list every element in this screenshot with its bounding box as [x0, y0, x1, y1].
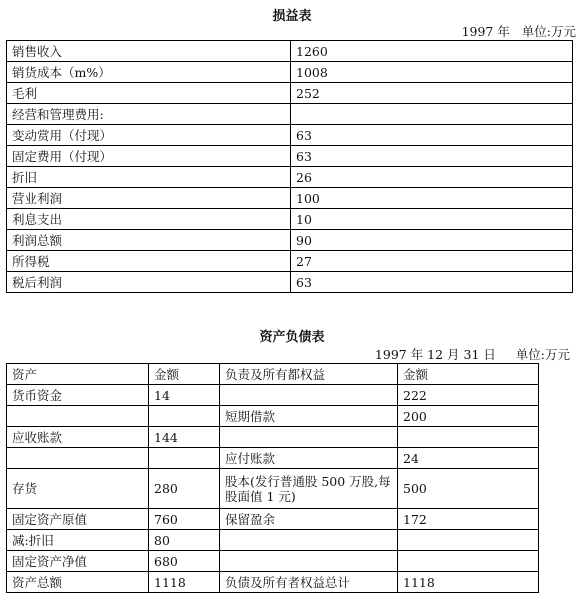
- liability-amount: 172: [398, 509, 539, 530]
- table-row: [7, 188, 573, 209]
- income-value: 10: [291, 209, 573, 230]
- income-value: 252: [291, 83, 573, 104]
- liability-amount: 200: [398, 406, 539, 427]
- liability-item: 应付账款: [220, 448, 398, 469]
- asset-item: 应收账款: [7, 427, 149, 448]
- income-item: 利润总额: [7, 230, 291, 251]
- table-row: [7, 530, 539, 551]
- table-row: [7, 448, 539, 469]
- asset-amount: 80: [149, 530, 220, 551]
- table-row: [7, 272, 573, 293]
- table-row: [7, 62, 573, 83]
- income-value: 90: [291, 230, 573, 251]
- liability-amount: [398, 530, 539, 551]
- asset-item: 固定资产净值: [7, 551, 149, 572]
- income-item: 所得税: [7, 251, 291, 272]
- table-row: [7, 41, 573, 62]
- table-row: [7, 385, 539, 406]
- asset-amount: 1118: [149, 572, 220, 593]
- table-header-row: [7, 364, 539, 385]
- asset-amount: 280: [149, 469, 220, 509]
- income-statement-meta: 1997 年 单位:万元: [461, 24, 576, 39]
- table-row: [7, 209, 573, 230]
- asset-item: 存货: [7, 469, 149, 509]
- income-value: 63: [291, 272, 573, 293]
- income-item: 销售收入: [7, 41, 291, 62]
- liability-amount: 222: [398, 385, 539, 406]
- liability-item: 保留盈余: [220, 509, 398, 530]
- table-row: [7, 125, 573, 146]
- income-value: 26: [291, 167, 573, 188]
- asset-item: 货币资金: [7, 385, 149, 406]
- column-header: 金额: [149, 364, 220, 385]
- liability-amount: 500: [398, 469, 539, 509]
- asset-item: [7, 448, 149, 469]
- liability-item: [220, 551, 398, 572]
- income-item: 变动赏用（付现）: [7, 125, 291, 146]
- asset-item: 资产总额: [7, 572, 149, 593]
- income-statement-title: 损益表: [272, 9, 312, 24]
- table-row: [7, 167, 573, 188]
- income-item: 利息支出: [7, 209, 291, 230]
- liability-item: 短期借款: [220, 406, 398, 427]
- income-value: 1260: [291, 41, 573, 62]
- balance-sheet-meta: 1997 年 12 月 31 日 单位:万元: [374, 347, 570, 362]
- balance-sheet-table: [6, 363, 539, 593]
- income-value: 63: [291, 146, 573, 167]
- asset-amount: [149, 406, 220, 427]
- asset-item: [7, 406, 149, 427]
- income-value: 100: [291, 188, 573, 209]
- income-item: 税后利润: [7, 272, 291, 293]
- column-header: 金额: [398, 364, 539, 385]
- table-row: [7, 551, 539, 572]
- liability-item: 股本(发行普通股 500 万股,每股面值 1 元): [220, 469, 398, 509]
- table-row: [7, 251, 573, 272]
- income-value: 63: [291, 125, 573, 146]
- income-item: 毛利: [7, 83, 291, 104]
- balance-sheet-title: 资产负债表: [259, 330, 325, 345]
- table-row: [7, 427, 539, 448]
- column-header: 负责及所有都权益: [220, 364, 398, 385]
- income-statement-table: [6, 40, 573, 293]
- income-item: 折旧: [7, 167, 291, 188]
- table-row: [7, 104, 573, 125]
- income-value: 1008: [291, 62, 573, 83]
- income-value: [291, 104, 573, 125]
- income-item: 销货成本（m%）: [7, 62, 291, 83]
- table-row: [7, 572, 539, 593]
- table-row: [7, 406, 539, 427]
- asset-item: 固定资产原值: [7, 509, 149, 530]
- liability-item: [220, 427, 398, 448]
- asset-amount: 144: [149, 427, 220, 448]
- income-item: 经营和管理费用:: [7, 104, 291, 125]
- liability-item: [220, 385, 398, 406]
- table-row: [7, 509, 539, 530]
- table-row: [7, 146, 573, 167]
- asset-amount: 14: [149, 385, 220, 406]
- income-item: 固定费用（付现）: [7, 146, 291, 167]
- table-row: [7, 83, 573, 104]
- table-row: [7, 469, 539, 509]
- income-value: 27: [291, 251, 573, 272]
- income-item: 营业利润: [7, 188, 291, 209]
- liability-item: [220, 530, 398, 551]
- asset-amount: 760: [149, 509, 220, 530]
- table-row: [7, 230, 573, 251]
- liability-amount: 1118: [398, 572, 539, 593]
- asset-amount: [149, 448, 220, 469]
- liability-amount: [398, 551, 539, 572]
- asset-amount: 680: [149, 551, 220, 572]
- liability-item: 负债及所有者权益总计: [220, 572, 398, 593]
- asset-item: 减:折旧: [7, 530, 149, 551]
- liability-amount: [398, 427, 539, 448]
- liability-amount: 24: [398, 448, 539, 469]
- column-header: 资产: [7, 364, 149, 385]
